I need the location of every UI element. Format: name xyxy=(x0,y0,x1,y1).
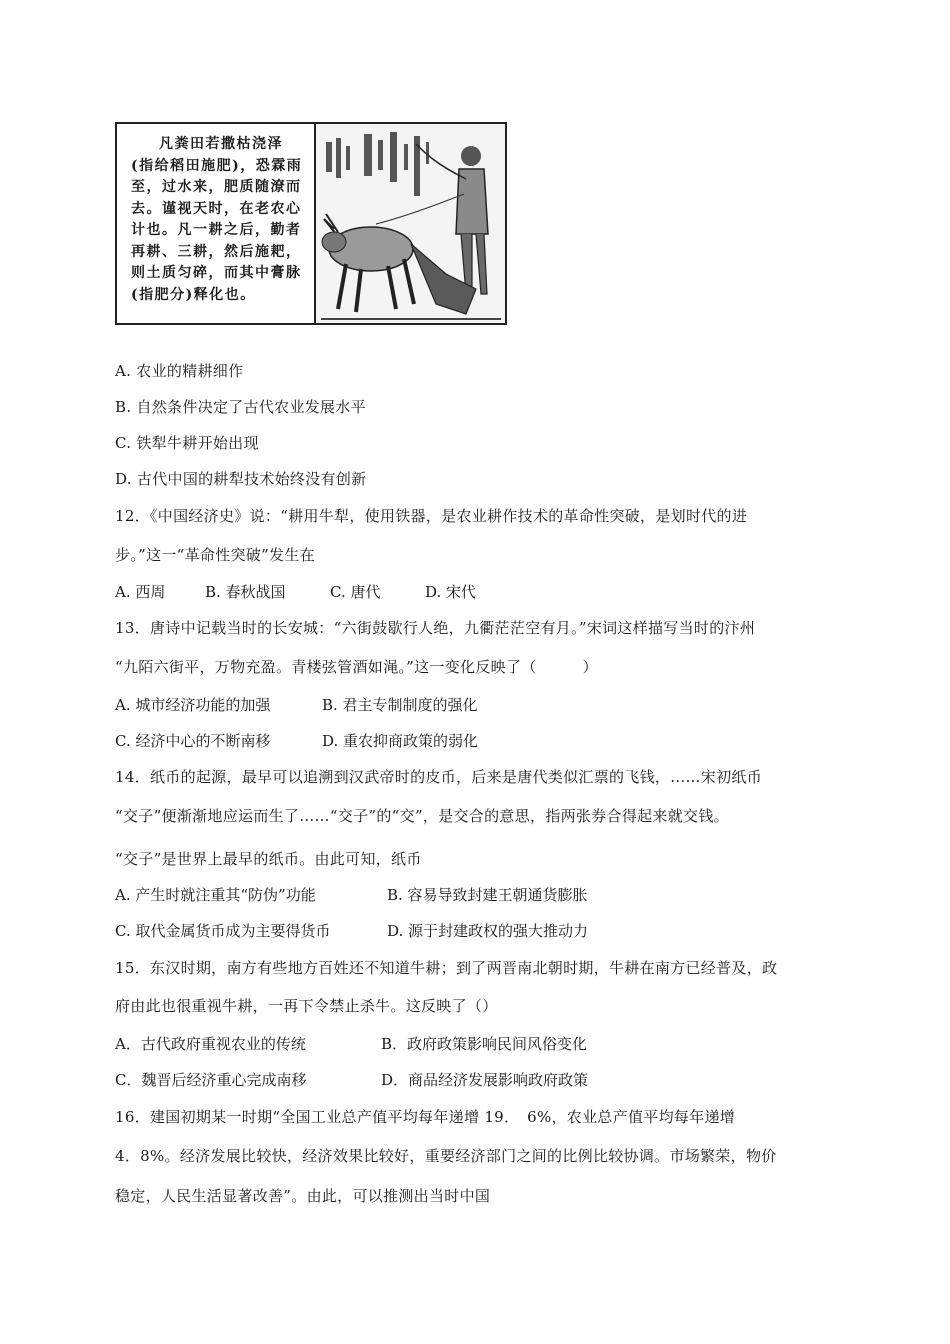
question-16-text: 16．建国初期某一时期“全国工业总产值平均每年递增 19． 6%，农业总产值平均每年递增 xyxy=(115,1108,736,1126)
option-d: D. 宋代 xyxy=(425,583,477,601)
question-16-text-cont: 4．8%。经济发展比较快，经济效果比较好，重要经济部门之间的比例比较协调。市场繁荣，物价 xyxy=(115,1147,777,1165)
text-line: (指给稻田施肥)，恐霖雨 xyxy=(131,157,303,174)
question-14-options-row2 xyxy=(115,920,588,941)
option-d: D．商品经济发展影响政府政策 xyxy=(381,1071,589,1089)
question-12-text: 12．《中国经济史》说：“耕用牛犁，使用铁器，是农业耕作技术的革命性突破，是划时代的进 xyxy=(115,507,748,525)
question-15-options-row2 xyxy=(115,1069,588,1090)
question-figure xyxy=(115,122,507,325)
text-line: 再耕、三耕，然后施耙， xyxy=(131,243,302,260)
text-line: 则土质匀碎，而其中膏脉 xyxy=(131,265,302,281)
classical-text-box xyxy=(119,124,316,323)
question-13-options-row1 xyxy=(115,694,478,715)
option-q11-a: A. 农业的精耕细作 xyxy=(115,362,244,380)
option-a: A．古代政府重视农业的传统 xyxy=(115,1035,306,1053)
option-c: C．魏晋后经济重心完成南移 xyxy=(115,1071,307,1089)
option-b: B．政府政策影响民间风俗变化 xyxy=(381,1035,588,1053)
option-q11-c: C. 铁犁牛耕开始出现 xyxy=(115,434,259,452)
option-b: B. 容易导致封建王朝通货膨胀 xyxy=(387,886,588,904)
text-line: 至，过水来，肥质随潦而 xyxy=(131,179,302,195)
question-12-text-cont: 步。”这一“革命性突破”发生在 xyxy=(115,546,316,564)
question-15-text-cont: 府由此也很重视牛耕，一再下令禁止杀牛。这反映了（） xyxy=(115,997,498,1015)
question-13-text-cont: “九陌六街平，万物充盈。青楼弦管酒如渑。”这一变化反映了（ ） xyxy=(115,658,598,676)
option-a: A. 产生时就注重其“防伪”功能 xyxy=(115,886,316,904)
option-q11-d: D. 古代中国的耕犁技术始终没有创新 xyxy=(115,470,367,488)
question-12-options xyxy=(115,581,476,602)
question-14-text-cont: “交子”便渐渐地应运而生了……“交子”的“交”，是交合的意思，指两张券合得起来就交钱。 xyxy=(115,807,729,825)
question-13-options-row2 xyxy=(115,730,478,751)
option-c: C. 取代金属货币成为主要得货币 xyxy=(115,922,331,940)
text-line: (指肥分)释化也。 xyxy=(131,286,256,303)
question-13-text: 13．唐诗中记载当时的长安城：“六街鼓歇行人绝，九衢茫茫空有月。”宋词这样描写当时的汴州 xyxy=(115,619,756,637)
option-b: B. 君主专制制度的强化 xyxy=(322,696,478,714)
text-line: 凡粪田若撒枯浇泽 xyxy=(159,136,283,152)
text-line: 去。谨视天时，在老农心 xyxy=(131,200,302,217)
option-c: C. 经济中心的不断南移 xyxy=(115,732,271,750)
text-line: 计也。凡一耕之后，勤者 xyxy=(131,222,302,238)
option-q11-b: B. 自然条件决定了古代农业发展水平 xyxy=(115,398,366,416)
option-a: A. 西周 xyxy=(115,583,166,601)
question-16-text-cont2: 稳定，人民生活显著改善”。由此，可以推测出当时中国 xyxy=(115,1187,491,1205)
question-14-text-cont2: “交子”是世界上最早的纸币。由此可知，纸币 xyxy=(115,850,422,868)
question-14-text: 14．纸币的起源，最早可以追溯到汉武帝时的皮币，后来是唐代类似汇票的飞钱，……宋初纸币 xyxy=(115,768,762,786)
option-c: C. 唐代 xyxy=(330,583,381,601)
option-b: B. 春秋战国 xyxy=(205,583,286,601)
ox-plowing-illustration xyxy=(316,124,505,323)
question-15-options-row1 xyxy=(115,1033,587,1054)
option-d: D. 源于封建政权的强大推动力 xyxy=(387,922,589,940)
question-14-options-row1 xyxy=(115,884,588,905)
option-d: D. 重农抑商政策的弱化 xyxy=(322,732,479,750)
option-a: A. 城市经济功能的加强 xyxy=(115,696,271,714)
question-15-text: 15．东汉时期，南方有些地方百姓还不知道牛耕；到了两晋南北朝时期，牛耕在南方已经普及，政 xyxy=(115,959,778,977)
